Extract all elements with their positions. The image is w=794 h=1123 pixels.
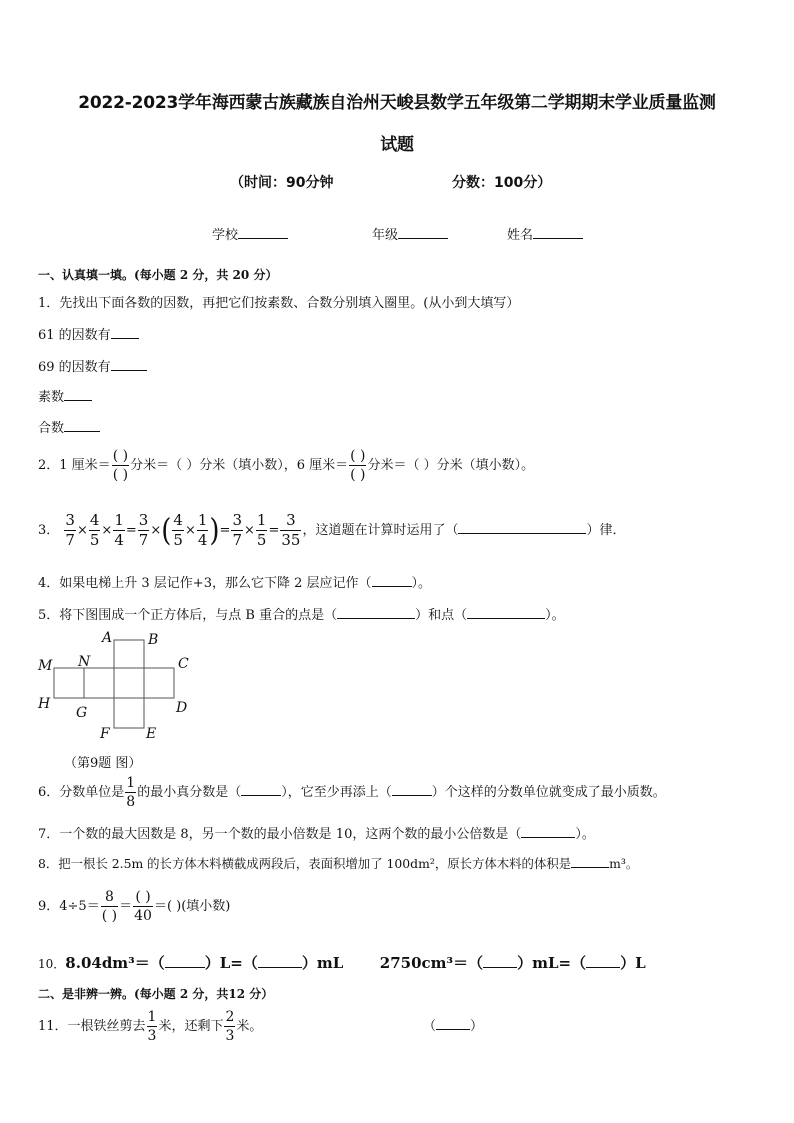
question-4: 4．如果电梯上升 3 层记作+3，那么它下降 2 层应记作（ ）。 (38, 576, 432, 591)
right-paren: ) (209, 512, 220, 549)
label-A: A (102, 630, 113, 646)
time-info: （时间：90分钟 (230, 175, 334, 191)
q3-tail: ，这道题在计算时运用了（ (302, 523, 459, 538)
score-info: 分数：100分） (452, 175, 552, 191)
left-paren: ( (161, 512, 172, 549)
question-1-composite (38, 417, 100, 436)
label-61: 61 的因数有 (38, 328, 111, 343)
answer-blank[interactable] (241, 783, 281, 796)
answer-blank[interactable] (111, 326, 139, 339)
answer-blank[interactable] (521, 825, 575, 838)
school-blank[interactable] (238, 226, 288, 239)
label-prime: 素数 (38, 390, 65, 405)
fraction: $\frac{3}{7}$ (65, 511, 75, 549)
net-face (84, 668, 114, 698)
q2-prefix: 2．1 厘米＝ (38, 458, 111, 473)
answer-blank[interactable] (392, 783, 432, 796)
label-N: N (78, 654, 91, 670)
answer-blank[interactable] (571, 855, 609, 868)
fraction: $\frac{1}{4}$ (114, 511, 124, 549)
fraction: $\frac{1}{5}$ (256, 511, 267, 549)
question-5: 5．将下图围成一个正方体后，与点 B 重合的点是（ ）和点（ ）。 (38, 608, 565, 623)
label-E: E (146, 726, 157, 742)
question-11-answer[interactable]: （ ） (423, 1019, 484, 1034)
name-label: 姓名 (507, 228, 534, 243)
cube-net-figure (30, 628, 210, 742)
label-D: D (176, 700, 188, 716)
fraction: $\frac{2}{3}$ (225, 1009, 235, 1044)
fraction: $\frac{3}{7}$ (232, 511, 242, 549)
section-1-heading: 一、认真填一填。(每小题 2 分，共 20 分） (38, 268, 278, 282)
answer-blank[interactable] (64, 419, 100, 432)
answer-blank[interactable] (165, 955, 205, 968)
name-blank[interactable] (533, 226, 583, 239)
answer-blank[interactable] (436, 1017, 470, 1030)
net-face (114, 698, 144, 728)
question-8: 8．把一根长 2.5m 的长方体木料横截成两段后，表面积增加了 100dm²，原长方体木料的体积是 m³。 (38, 856, 639, 871)
school-field[interactable] (212, 224, 288, 243)
question-11: 11．一根铁丝剪去 $\frac{1}{3}$ 米，还剩下 $\frac{2}{3}$ 米。 (38, 1009, 263, 1044)
answer-blank[interactable] (64, 388, 92, 401)
answer-blank[interactable] (111, 358, 147, 371)
question-3: 3． $\frac{3}{7}$ × $\frac{4}{5}$ × $\frac{1}{4}$ = $\frac{3}{7}$ ×( $\frac{4}{5}$ × $\frac{1}{4}$ )= $\frac{3}{7}$ × $\frac{1}{5}$ = $\frac{3}{35}$ ，这道题在计算时运用了（ ）律． (38, 511, 626, 549)
q3-prefix: 3． (38, 523, 60, 538)
grade-label: 年级 (372, 228, 399, 243)
label-69: 69 的因数有 (38, 360, 111, 375)
question-9: 9．4÷5＝ $\frac{8}{( )}$ ＝ $\frac{( )}{40}$ ＝( )(填小数) (38, 889, 231, 924)
question-1-stem: 1．先找出下面各数的因数，再把它们按素数、合数分别填入圈里。(从小到大填写） (38, 296, 520, 311)
question-7: 7．一个数的最大因数是 8，另一个数的最小倍数是 10，这两个数的最小公倍数是（ ）。 (38, 827, 595, 842)
figure-caption: （第9题 图） (64, 756, 142, 771)
answer-blank[interactable] (258, 955, 302, 968)
section-2-heading: 二、是非辨一辨。(每小题 2 分，共12 分） (38, 987, 274, 1001)
fraction-blank[interactable]: $\frac{8}{( )}$ (101, 889, 118, 924)
answer-blank[interactable] (337, 606, 415, 619)
net-face (114, 640, 144, 668)
fraction-blank[interactable]: $\frac{( )}{( )}$ (350, 448, 366, 483)
label-G: G (76, 705, 88, 721)
fraction: $\frac{1}{4}$ (197, 511, 208, 549)
answer-blank[interactable] (372, 574, 412, 587)
label-C: C (178, 656, 189, 672)
fraction-blank[interactable]: $\frac{( )}{40}$ (134, 889, 152, 924)
fraction-blank[interactable]: $\frac{( )}{( )}$ (112, 448, 129, 483)
net-face (54, 668, 84, 698)
fraction: $\frac{4}{5}$ (89, 511, 100, 549)
question-6: 6．分数单位是 $\frac{1}{8}$ 的最小真分数是（ ），它至少再添上（ ）个这样的分数单位就变成了最小质数。 (38, 775, 666, 810)
fraction: $\frac{1}{8}$ (126, 775, 136, 810)
net-face (144, 668, 174, 698)
fraction: $\frac{4}{5}$ (173, 511, 183, 549)
label-composite: 合数 (38, 421, 65, 436)
net-grid (54, 640, 174, 728)
q2-mid: 分米＝（ ）分米（填小数），6 厘米＝ (130, 458, 349, 473)
grade-field[interactable] (372, 224, 448, 243)
page-title: 2022-2023学年海西蒙古族藏族自治州天峻县数学五年级第二学期期末学业质量监测 (78, 93, 716, 113)
answer-blank[interactable] (483, 955, 517, 968)
school-label: 学校 (212, 228, 239, 243)
q3-tail2: ）律． (586, 523, 626, 538)
question-1-line-61 (38, 324, 139, 343)
question-1-prime (38, 386, 92, 405)
fraction: $\frac{1}{3}$ (147, 1009, 157, 1044)
answer-blank[interactable] (467, 606, 545, 619)
grade-blank[interactable] (398, 226, 448, 239)
label-H: H (38, 696, 51, 712)
net-face (114, 668, 144, 698)
label-B: B (148, 632, 159, 648)
question-1-line-69 (38, 356, 147, 375)
question-10: 10．8.04dm³＝（ ）L=（ ）mL 2750cm³＝（ ）mL=（ ）L (38, 954, 646, 972)
answer-blank[interactable] (586, 955, 620, 968)
label-F: F (100, 726, 110, 742)
name-field[interactable] (507, 224, 583, 243)
q2-tail: 分米＝（ ）分米（填小数）。 (367, 458, 535, 473)
label-M: M (38, 658, 53, 674)
fraction: $\frac{3}{7}$ (138, 511, 149, 549)
page-title-line2: 试题 (380, 135, 414, 155)
fraction: $\frac{3}{35}$ (281, 511, 301, 549)
answer-blank[interactable] (458, 521, 586, 534)
question-2 (38, 449, 534, 482)
